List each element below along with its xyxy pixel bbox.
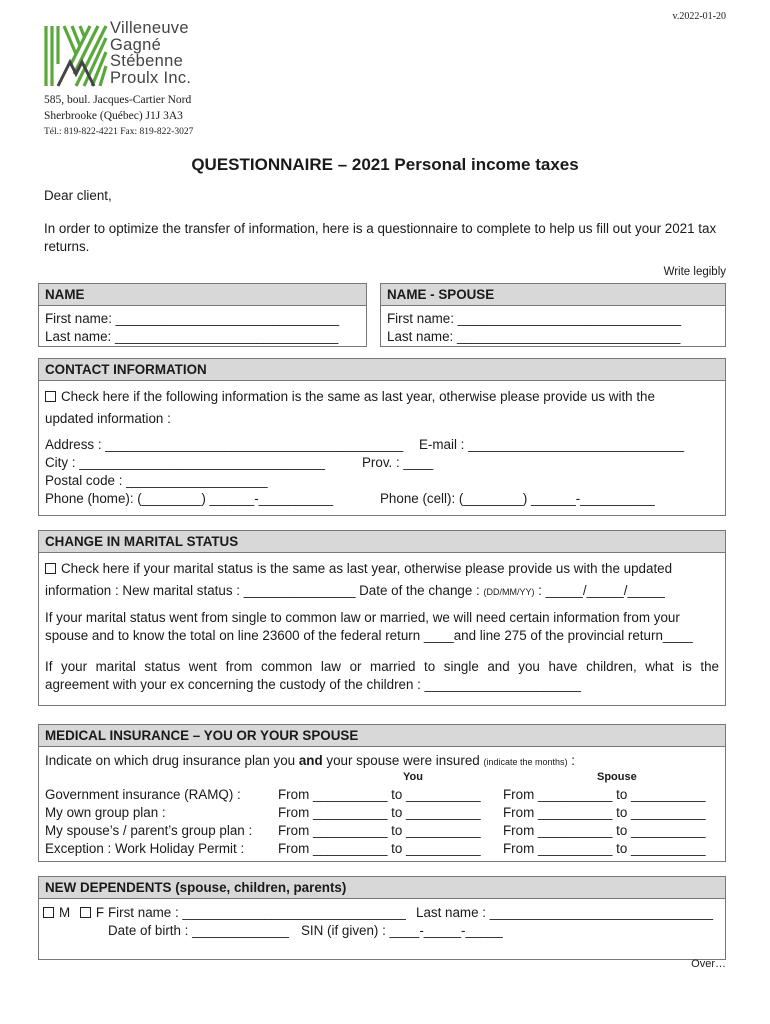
email-field[interactable]: E-mail : _____________________________	[419, 437, 685, 452]
first-name-field[interactable]: First name: ______________________________	[45, 311, 340, 326]
instruction-text: Indicate on which drug insurance plan you	[45, 753, 299, 768]
write-legibly-note: Write legibly	[663, 266, 726, 278]
firm-name	[110, 20, 191, 86]
version-label: v.2022-01-20	[672, 11, 726, 22]
dependents-section	[38, 876, 726, 960]
section-header: NEW DEPENDENTS (spouse, children, parents)	[39, 877, 725, 899]
spouse-first-name-field[interactable]: First name: ______________________________	[387, 311, 682, 326]
column-header-you: You	[403, 771, 423, 783]
checkbox-male[interactable]	[43, 907, 54, 918]
insurance-label: My spouse’s / parent’s group plan :	[45, 823, 253, 838]
insurance-spouse-period[interactable]: From __________ to __________	[503, 805, 706, 820]
firm-address	[44, 92, 193, 140]
marital-paragraph-1-cont[interactable]: spouse and to know the total on line 23600 of the federal return ____and line 275 of the provincial return____	[45, 628, 693, 643]
firm-name-line: Proulx Inc.	[110, 68, 192, 87]
contact-section	[38, 358, 726, 516]
insurance-spouse-period[interactable]: From __________ to __________	[503, 841, 706, 856]
insurance-spouse-period[interactable]: From __________ to __________	[503, 787, 706, 802]
firm-name-line: Gagné	[110, 35, 162, 54]
change-date-field[interactable]: : _____/_____/_____	[534, 583, 665, 598]
custody-agreement-field[interactable]: agreement with your ex concerning the custody of the children : _____________________	[45, 677, 582, 692]
column-header-spouse: Spouse	[597, 771, 637, 783]
city-field[interactable]: City : _________________________________	[45, 455, 325, 470]
greeting: Dear client,	[44, 188, 112, 203]
insurance-label: Exception : Work Holiday Permit :	[45, 841, 245, 856]
marital-paragraph-2: If your marital status went from common law or married to single and you have children, what is the	[45, 659, 719, 674]
checkbox-female[interactable]	[80, 907, 91, 918]
firm-logo-icon	[44, 24, 108, 88]
dependent-dob-field[interactable]: Date of birth : _____________	[108, 923, 289, 938]
medical-instructions	[45, 753, 575, 768]
section-header: NAME - SPOUSE	[381, 284, 725, 306]
label-f: F	[95, 905, 105, 920]
checkbox[interactable]	[45, 391, 56, 402]
over-indicator: Over…	[691, 958, 726, 970]
dependent-sex-row	[43, 905, 104, 920]
spouse-last-name-field[interactable]: Last name: ______________________________	[387, 329, 681, 344]
dependent-first-name-field[interactable]: First name : ______________________________	[108, 905, 406, 920]
phone-cell-field[interactable]: Phone (cell): (________) ______-__________	[380, 491, 655, 506]
name-section	[38, 283, 367, 347]
date-format-hint: (DD/MM/YY)	[483, 587, 535, 597]
insurance-you-period[interactable]: From __________ to __________	[278, 841, 481, 856]
instruction-emphasis: and	[298, 753, 323, 768]
section-header: NAME	[39, 284, 366, 306]
marital-paragraph-1: If your marital status went from single to common law or married, we will need certain information from your	[45, 610, 680, 625]
province-field[interactable]: Prov. : ____	[362, 455, 434, 470]
marital-status-section	[38, 530, 726, 706]
section-header: CHANGE IN MARITAL STATUS	[39, 531, 725, 553]
phone-home-field[interactable]: Phone (home): (________) ______-__________	[45, 491, 334, 506]
section-header: MEDICAL INSURANCE – YOU OR YOUR SPOUSE	[39, 725, 725, 747]
firm-name-line: Stébenne	[110, 52, 184, 70]
insurance-spouse-period[interactable]: From __________ to __________	[503, 823, 706, 838]
last-name-field[interactable]: Last name: ______________________________	[45, 329, 339, 344]
address-field[interactable]: Address : ________________________________________	[45, 437, 404, 452]
dependent-last-name-field[interactable]: Last name : ______________________________	[416, 905, 714, 920]
instruction-hint: (indicate the months)	[483, 757, 568, 767]
address-line-2: Sherbrooke (Québec) J1J 3A3	[44, 110, 183, 122]
firm-name-line: Villeneuve	[110, 19, 189, 37]
checkbox-label: Check here if your marital status is the same as last year, otherwise please provide us with the updated	[61, 561, 673, 576]
insurance-label: Government insurance (RAMQ) :	[45, 787, 241, 802]
marital-info-text: information : New marital status : _______________ Date of the change :	[45, 583, 484, 598]
section-header: CONTACT INFORMATION	[39, 359, 725, 381]
insurance-you-period[interactable]: From __________ to __________	[278, 805, 481, 820]
spouse-name-section	[380, 283, 726, 347]
instruction-text: your spouse were insured	[322, 753, 484, 768]
dependent-sin-field[interactable]: SIN (if given) : ____-_____-_____	[301, 923, 503, 938]
marital-same-checkbox-row[interactable]	[45, 561, 672, 576]
instruction-text: :	[567, 753, 575, 768]
contact-same-checkbox-row[interactable]	[45, 389, 655, 404]
insurance-label: My own group plan :	[45, 805, 166, 820]
firm-phones: Tél.: 819-822-4221 Fax: 819-822-3027	[44, 127, 194, 137]
insurance-you-period[interactable]: From __________ to __________	[278, 823, 481, 838]
checkbox-label: Check here if the following information is the same as last year, otherwise please provide us with the	[61, 389, 655, 404]
medical-insurance-section	[38, 724, 726, 862]
checkbox[interactable]	[45, 563, 56, 574]
postal-code-field[interactable]: Postal code : ___________________	[45, 473, 268, 488]
new-marital-status-field[interactable]	[45, 583, 665, 598]
label-m: M	[59, 905, 71, 920]
intro-paragraph: In order to optimize the transfer of information, here is a questionnaire to complete to help us fill out your 2021 tax returns.	[44, 221, 717, 254]
page-title: QUESTIONNAIRE – 2021 Personal income taxes	[191, 155, 579, 174]
checkbox-label-cont: updated information :	[45, 411, 171, 426]
insurance-you-period[interactable]: From __________ to __________	[278, 787, 481, 802]
address-line-1: 585, boul. Jacques-Cartier Nord	[44, 94, 192, 106]
